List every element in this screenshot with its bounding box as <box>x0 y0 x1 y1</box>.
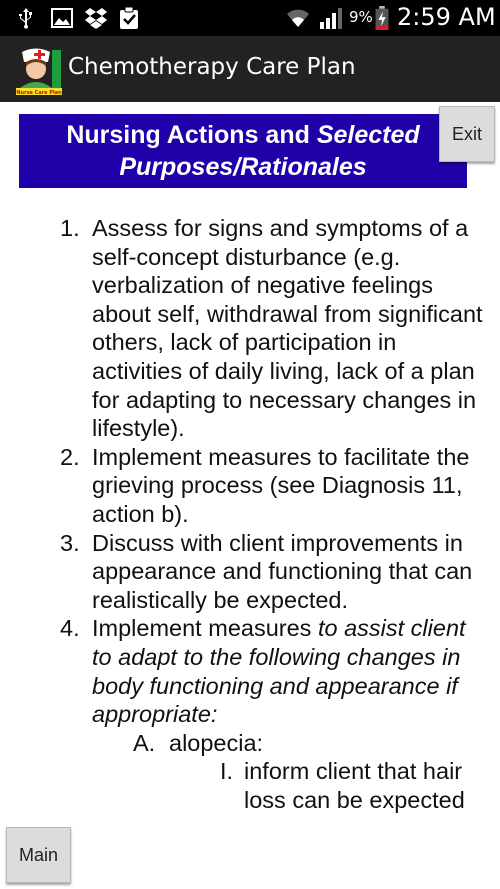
sub-sub-list-item <box>0 757 500 814</box>
clock-time: 2:59 AM <box>397 3 496 31</box>
list-item-text: Assess for signs and symptoms of a self-concept disturbance (e.g. verbalization of negative feelings about self, withdrawal from significant others, lack of participation in activities of daily living, lack of a plan for adapting to necessary changes in lifestyle). <box>92 215 483 442</box>
signal-icon <box>318 6 346 30</box>
exit-button[interactable]: Exit <box>439 106 495 162</box>
list-item-number: 4. <box>60 615 80 642</box>
sub-list-item-text: alopecia: <box>169 729 264 756</box>
list-item <box>0 614 500 728</box>
list-item-text: Implement measures <box>92 615 318 642</box>
action-bar <box>0 36 500 102</box>
app-title: Chemotherapy Care Plan <box>68 54 356 80</box>
logo-text: Nurse Care Plan <box>16 90 62 96</box>
image-icon <box>50 6 74 30</box>
heading-part1-italic: Selected <box>316 121 420 149</box>
sub-sub-list-item-text: inform client that hair loss can be expected <box>244 758 465 813</box>
battery-percent: 9% <box>349 8 373 26</box>
dropbox-icon <box>84 6 108 30</box>
heading-part1: Nursing Actions and <box>66 121 317 149</box>
list-item-text-italic: to assist client to adapt to the following changes in body functioning and appearance if appropriate: <box>92 615 466 728</box>
list-item <box>0 443 500 529</box>
list-item-number: 2. <box>60 443 80 470</box>
usb-icon <box>14 6 38 30</box>
sub-sub-list-item-roman: I. <box>220 758 234 785</box>
list-item-text: Discuss with client improvements in appearance and functioning that can realistically be expected. <box>92 529 473 613</box>
heading-part2: Purposes/Rationales <box>119 153 367 181</box>
sub-list-item-letter: A. <box>133 729 156 756</box>
list-item <box>0 529 500 615</box>
wifi-icon <box>285 6 311 30</box>
list-item-text: Implement measures to facilitate the grieving process (see Diagnosis 11, action b). <box>92 443 470 527</box>
clipboard-check-icon <box>117 6 141 30</box>
list-item-number: 1. <box>60 215 80 241</box>
list-item <box>0 214 500 443</box>
battery-charging-icon <box>374 6 390 30</box>
app-logo-nurse-icon[interactable] <box>14 44 64 96</box>
list-item-number: 3. <box>60 529 80 556</box>
status-bar <box>0 0 500 36</box>
content-area[interactable] <box>0 102 500 889</box>
main-button[interactable]: Main <box>6 827 71 883</box>
actions-list <box>0 214 500 814</box>
sub-list-item <box>0 729 500 758</box>
section-heading <box>19 114 467 188</box>
